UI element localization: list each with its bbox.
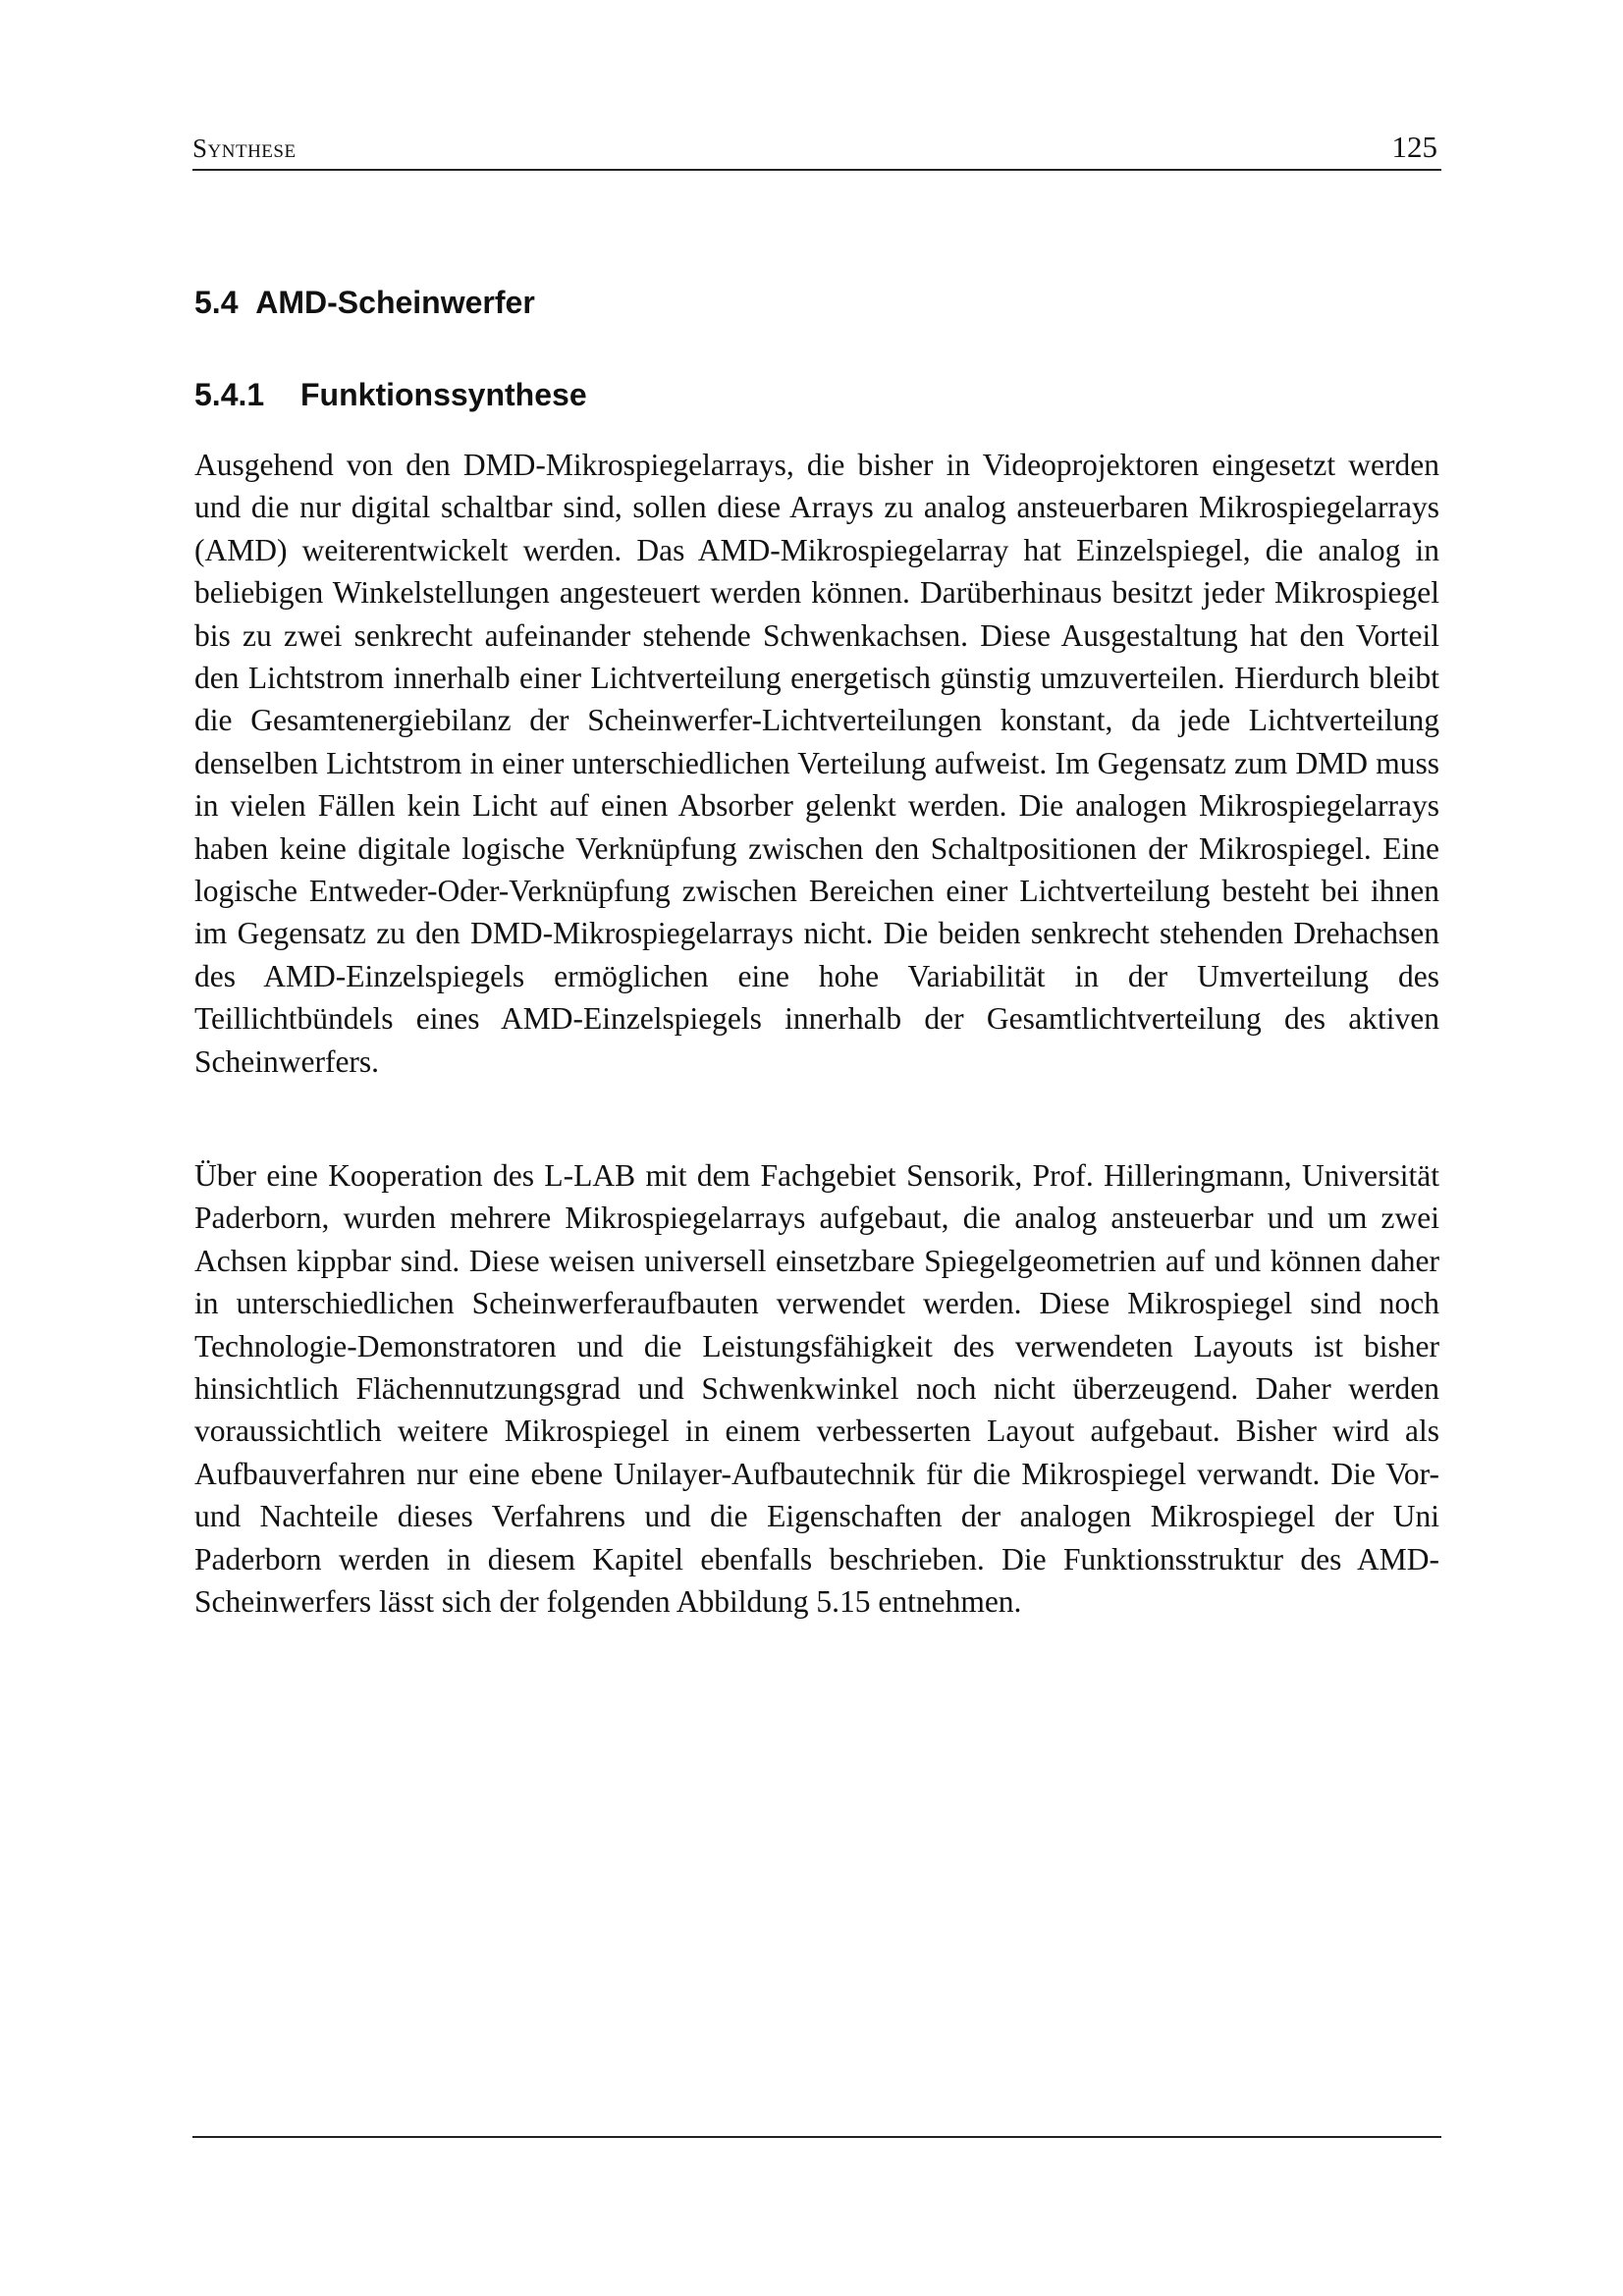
running-header	[192, 126, 1441, 171]
section-heading	[194, 285, 535, 321]
section-number: 5.4	[194, 285, 239, 320]
running-title: Synthese	[192, 133, 297, 163]
footer-rule	[192, 2136, 1441, 2138]
section-title: AMD-Scheinwerfer	[255, 285, 535, 320]
subsection-heading	[194, 377, 587, 413]
page-number: 125	[1391, 130, 1437, 164]
subsection-number: 5.4.1	[194, 377, 265, 412]
body-paragraph-2: Über eine Kooperation des L-LAB mit dem Fachgebiet Sensorik, Prof. Hilleringmann, Universität Paderborn, wurden mehrere Mikrospiegelarrays aufgebaut, die analog ansteuerbar und um zwei Achsen kippbar sind. Diese weisen universell einsetzbare Spiegelgeometrien auf und können daher in unterschiedlichen Scheinwerferaufbauten verwendet werden. Diese Mikrospiegel sind noch Technologie-Demonstratoren und die Leistungsfähigkeit des verwendeten Layouts ist bisher hinsichtlich Flächennutzungsgrad und Schwenkwinkel noch nicht überzeugend. Daher werden voraussichtlich weitere Mikrospiegel in einem verbesserten Layout aufgebaut. Bisher wird als Aufbauverfahren nur eine ebene Unilayer-Aufbautechnik für die Mikrospiegel verwandt. Die Vor- und Nachteile dieses Verfahrens und die Eigenschaften der analogen Mikrospiegel der Uni Paderborn werden in diesem Kapitel ebenfalls beschrieben. Die Funktionsstruktur des AMD-Scheinwerfers lässt sich der folgenden Abbildung 5.15 entnehmen.	[194, 1158, 1439, 1620]
subsection-title: Funktionssynthese	[300, 377, 587, 412]
body-paragraph-1: Ausgehend von den DMD-Mikrospiegelarrays, die bisher in Videoprojektoren eingesetzt werden und die nur digital schaltbar sind, sollen diese Arrays zu analog ansteuerbaren Mikrospiegelarrays (AMD) weiterentwickelt werden. Das AMD-Mikrospiegelarray hat Einzelspiegel, die analog in beliebigen Winkelstellungen angesteuert werden können. Darüberhinaus besitzt jeder Mikrospiegel bis zu zwei senkrecht aufeinander stehende Schwenkachsen. Diese Ausgestaltung hat den Vorteil den Lichtstrom innerhalb einer Lichtverteilung energetisch günstig umzuverteilen. Hierdurch bleibt die Gesamtenergiebilanz der Scheinwerfer-Lichtverteilungen konstant, da jede Lichtverteilung denselben Lichtstrom in einer unterschiedlichen Verteilung aufweist. Im Gegensatz zum DMD muss in vielen Fällen kein Licht auf einen Absorber gelenkt werden. Die analogen Mikrospiegelarrays haben keine digitale logische Verknüpfung zwischen den Schaltpositionen der Mikrospiegel. Eine logische Entweder-Oder-Verknüpfung zwischen Bereichen einer Lichtverteilung besteht bei ihnen im Gegensatz zu den DMD-Mikrospiegelarrays nicht. Die beiden senkrecht stehenden Drehachsen des AMD-Einzelspiegels ermöglichen eine hohe Variabilität in der Umverteilung des Teillichtbündels eines AMD-Einzelspiegels innerhalb der Gesamtlichtverteilung des aktiven Scheinwerfers.	[194, 448, 1439, 1079]
